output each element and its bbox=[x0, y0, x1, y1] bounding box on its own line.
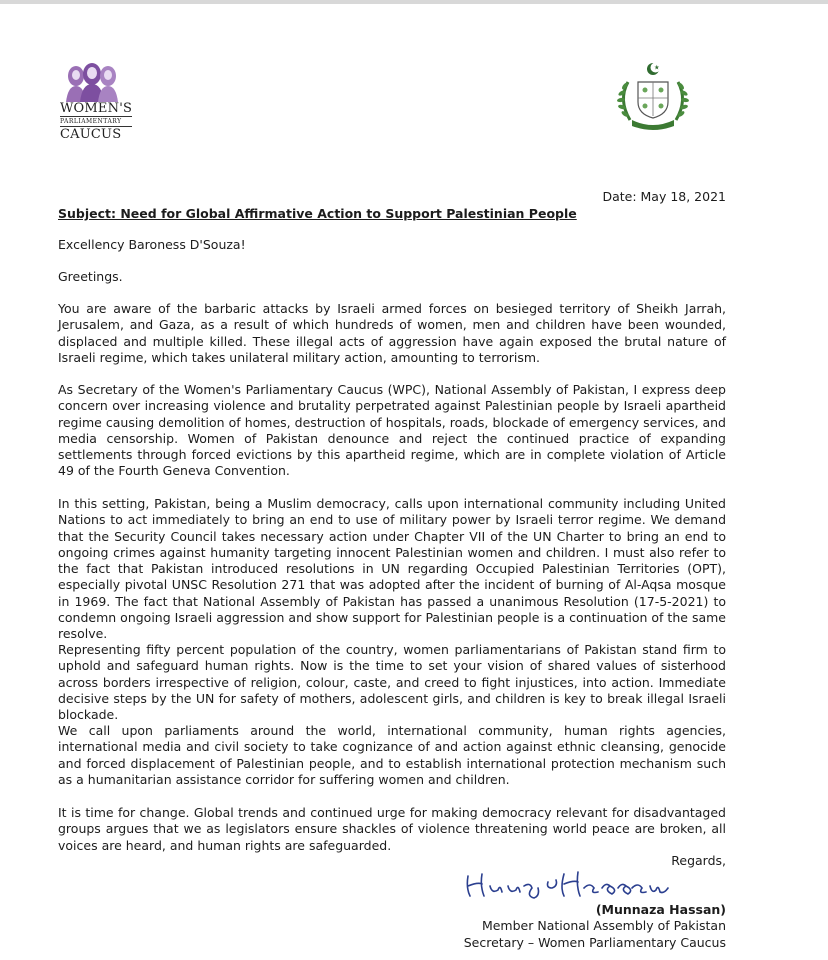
signature-block bbox=[464, 902, 726, 951]
letter-date: Date: May 18, 2021 bbox=[602, 189, 726, 204]
paragraph-women-parliamentarians: Representing fifty percent population of the country, women parliamentarians of Pakistan stand firm to uphold and safeguard human rights. Now is the time to set your vision of shared values of sisterhood across borders irrespective of religion, colour, caste, and creed to fight injustices, into action. Immediate decisive steps by the UN for safety of mothers, adolescent girls, and children is key to break illegal Israeli blockade. bbox=[58, 642, 726, 723]
paragraph-attacks: You are aware of the barbaric attacks by Israeli armed forces on besieged territory of Sheikh Jarrah, Jerusalem, and Gaza, as a result of which hundreds of women, men and children have been wounded, displaced and multiple killed. These illegal acts of aggression have again exposed the brutal nature of Israeli regime, which takes unilateral military action, amounting to terrorism. bbox=[58, 301, 726, 365]
top-border bbox=[0, 0, 828, 4]
signatory-title-member: Member National Assembly of Pakistan bbox=[481, 918, 726, 934]
handwritten-signature bbox=[460, 868, 670, 902]
letter-subject: Subject: Need for Global Affirmative Action to Support Palestinian People bbox=[58, 206, 577, 221]
signatory-name: (Munnaza Hassan) bbox=[595, 902, 726, 917]
women-figures-icon bbox=[64, 62, 120, 102]
letter-salutation: Excellency Baroness D'Souza! bbox=[58, 237, 246, 252]
logo-line-womens: WOMEN'S bbox=[60, 101, 133, 116]
paragraph-demands: In this setting, Pakistan, being a Muslim democracy, calls upon international community including United Nations to act immediately to bring an end to use of military power by Israeli terror regime. We demand that the Security Council takes necessary action under Chapter VII of the UN Charter to bring an end to ongoing crimes against humanity targeting innocent Palestinian women and children. I must also refer to the fact that Pakistan introduced resolutions in UN regarding Occupied Palestinian Territories (OPT), especially pivotal UNSC Resolution 271 that was adopted after the incident of burning of Al-Aqsa mosque in 1969. The fact that National Assembly of Pakistan has passed a unanimous Resolution (17-5-2021) to condemn ongoing Israeli aggression and show support for Palestinian people is a continuation of the same resolve. bbox=[58, 496, 726, 642]
letter-greeting: Greetings. bbox=[58, 269, 123, 284]
paragraph-concern: As Secretary of the Women's Parliamentary Caucus (WPC), National Assembly of Pakistan, I express deep concern over increasing violence and brutality perpetrated against Palestinian people by Israeli apartheid regime causing demolition of homes, destruction of hospitals, roads, blockade of emergency services, and media censorship. Women of Pakistan denounce and reject the continued practice of expanding settlements through forced evictions by this apartheid regime, which are in complete violation of Article 49 of the Fourth Geneva Convention. bbox=[58, 382, 726, 479]
paragraph-call-upon: We call upon parliaments around the world, international community, human rights agencies, international media and civil society to take cognizance of and action against ethnic cleansing, genocide and forced displacement of Palestinian people, and to establish international protection mechanism such as a humanitarian assistance corridor for suffering women and children. bbox=[58, 723, 726, 787]
wpc-logo bbox=[60, 62, 132, 150]
state-emblem-icon bbox=[610, 60, 696, 132]
logo-line-parliamentary: PARLIAMENTARY bbox=[60, 117, 132, 127]
signatory-title-secretary: Secretary – Women Parliamentary Caucus bbox=[463, 934, 726, 950]
letter-closing: Regards, bbox=[671, 853, 726, 868]
wpc-logo-text bbox=[60, 102, 132, 141]
logo-line-caucus: CAUCUS bbox=[60, 127, 122, 142]
paragraph-time-for-change: It is time for change. Global trends and continued urge for making democracy relevant for disadvantaged groups argues that we as legislators ensure shackles of violence threatening world peace are broken, all voices are heard, and human rights are safeguarded. bbox=[58, 805, 726, 853]
